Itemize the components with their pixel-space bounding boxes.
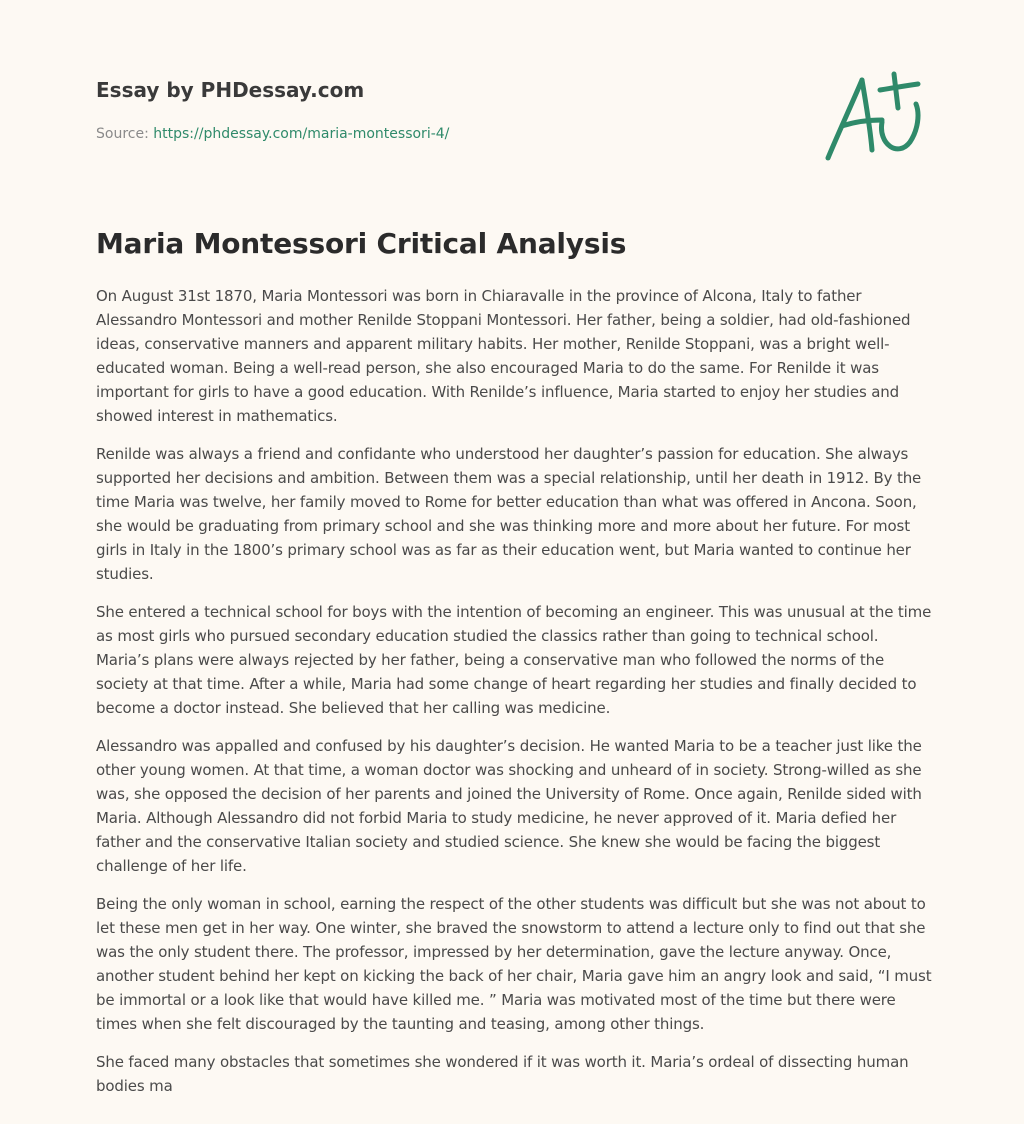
essay-paragraph: She faced many obstacles that sometimes she wondered if it was worth it. Maria’s ordeal of dissecting human bodies ma: [96, 1053, 909, 1095]
site-title: Essay by PHDessay.com: [96, 78, 365, 102]
source-link[interactable]: https://phdessay.com/maria-montessori-4/: [153, 126, 450, 142]
source-label: Source:: [96, 126, 149, 142]
essay-paragraph: Being the only woman in school, earning the respect of the other students was difficult but she was not about to let these men get in her way. One winter, she braved the snowstorm to attend a lecture only to find out that she was the only student there. The professor, impressed by her determination, gave the lecture anyway. Once, another student behind her kept on kicking the back of her chair, Maria gave him an angry look and said, “I must be immortal or a look like that would have killed me. ” Maria was motivated most of the time but there were times when she felt discouraged by the taunting and teasing, among other things.: [96, 895, 932, 1033]
essay-paragraph: Alessandro was appalled and confused by his daughter’s decision. He wanted Maria to be a teacher just like the other young women. At that time, a woman doctor was shocking and unheard of in society. Strong-willed as she was, she opposed the decision of her parents and joined the University of Rome. Once again, Renilde sided with Maria. Although Alessandro did not forbid Maria to study medicine, he never approved of it. Maria defied her father and the conservative Italian society and studied science. She knew she would be facing the biggest challenge of her life.: [96, 737, 922, 875]
essay-paragraph: On August 31st 1870, Maria Montessori was born in Chiaravalle in the province of Alcona, Italy to father Alessandro Montessori and mother Renilde Stoppani Montessori. Her father, being a soldier, had old-fashioned ideas, conservative manners and apparent military habits. Her mother, Renilde Stoppani, was a bright well-educated woman. Being a well-read person, she also encouraged Maria to do the same. For Renilde it was important for girls to have a good education. With Renilde’s influence, Maria started to enjoy her studies and showed interest in mathematics.: [96, 287, 911, 425]
essay-body: [96, 284, 932, 1112]
source-line: [96, 124, 796, 144]
essay-title: Maria Montessori Critical Analysis: [96, 227, 627, 260]
essay-paragraph: Renilde was always a friend and confidante who understood her daughter’s passion for education. She always supported her decisions and ambition. Between them was a special relationship, until her death in 1912. By the time Maria was twelve, her family moved to Rome for better education than what was offered in Ancona. Soon, she would be graduating from primary school and she was thinking more and more about her future. For most girls in Italy in the 1800’s primary school was as far as their education went, but Maria wanted to continue her studies.: [96, 445, 922, 583]
a-plus-logo-icon: [818, 64, 930, 164]
document-header: [96, 76, 796, 144]
essay-paragraph: She entered a technical school for boys with the intention of becoming an engineer. This was unusual at the time as most girls who pursued secondary education studied the classics rather than going to technical school. Maria’s plans were always rejected by her father, being a conservative man who followed the norms of the society at that time. After a while, Maria had some change of heart regarding her studies and finally decided to become a doctor instead. She believed that her calling was medicine.: [96, 603, 932, 717]
